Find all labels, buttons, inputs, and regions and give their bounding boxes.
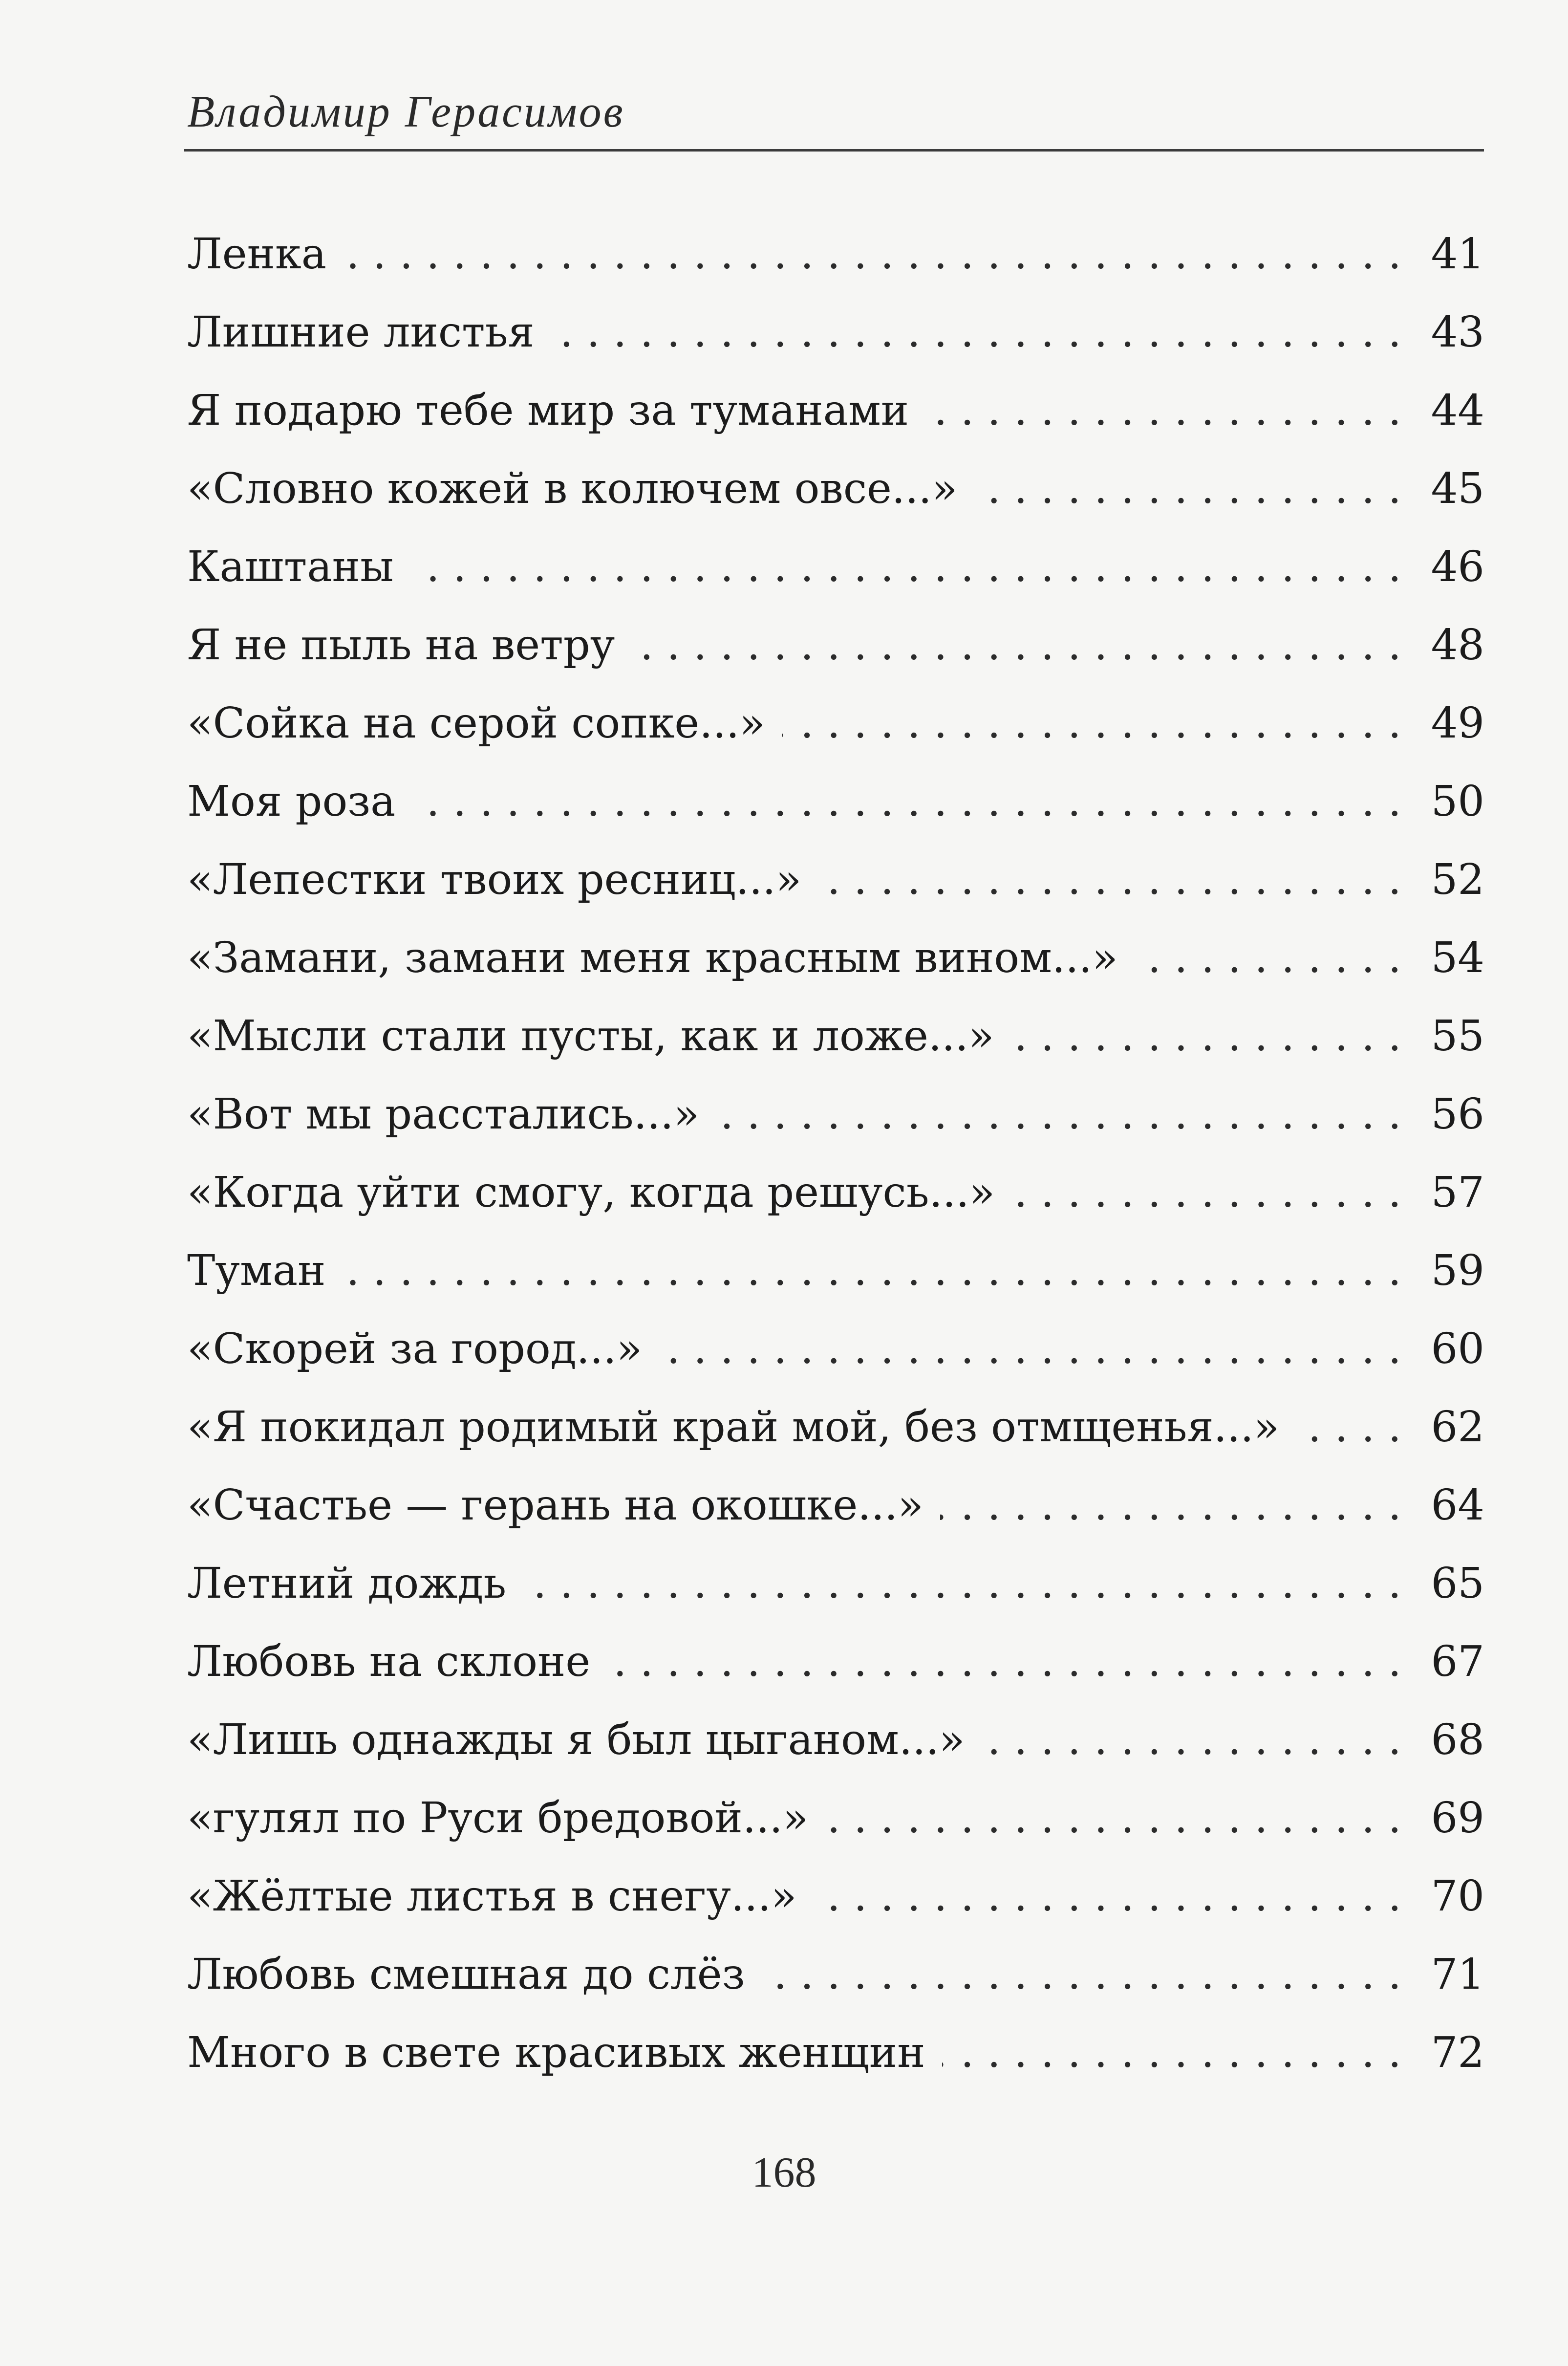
toc-entry-page: 60 [1431,1324,1484,1373]
toc-dot-leader [940,1481,1401,1530]
toc-entry-title: Туман [187,1246,326,1295]
toc-entry [187,1530,1484,1608]
toc-entry-page: 71 [1431,1950,1484,1999]
toc-entry [187,982,1484,1061]
header-rule [184,149,1484,152]
toc-entry-title: Лишние листья [187,308,535,357]
toc-entry-title: «Жёлтые листья в снегу...» [187,1872,797,1921]
toc-entry-title: Я подарю тебе мир за туманами [187,386,909,435]
toc-entry [187,1764,1484,1843]
running-head-author: Владимир Герасимов [187,87,625,136]
toc-entry [187,591,1484,670]
toc-entry-title: «Лишь однажды я был цыганом...» [187,1715,965,1764]
toc-entry-page: 69 [1431,1794,1484,1843]
toc-entry [187,1061,1484,1139]
toc-dot-leader [412,777,1401,826]
toc-entry-page: 62 [1431,1403,1484,1452]
toc-dot-leader [607,1637,1401,1686]
toc-dot-leader [814,1872,1401,1921]
toc-entry-page: 72 [1431,2028,1484,2077]
toc-entry [187,1921,1484,1999]
toc-entry-title: Летний дождь [187,1559,507,1608]
toc-entry [187,748,1484,826]
toc-entry [187,904,1484,982]
toc-entry-page: 48 [1431,621,1484,670]
toc-entry [187,1843,1484,1921]
toc-entry-title: «Замани, замани меня красным вином...» [187,933,1118,982]
toc-entry-page: 44 [1431,386,1484,435]
toc-entry-page: 46 [1431,543,1484,591]
toc-dot-leader [342,1246,1401,1295]
toc-entry-title: Я не пыль на ветру [187,621,615,670]
toc-dot-leader [1135,933,1401,982]
toc-entry [187,435,1484,513]
toc-entry [187,1452,1484,1530]
toc-entry-title: Ленка [187,230,327,279]
toc-entry-page: 64 [1431,1481,1484,1530]
toc-entry-page: 56 [1431,1090,1484,1139]
toc-dot-leader [762,1950,1401,1999]
toc-entry-title: «Вот мы расстались...» [187,1090,700,1139]
toc-entry [187,279,1484,357]
toc-entry-title: Моя роза [187,777,396,826]
toc-entry-page: 43 [1431,308,1484,357]
toc-entry [187,513,1484,591]
toc-entry-page: 50 [1431,777,1484,826]
toc-entry [187,670,1484,748]
toc-entry-page: 70 [1431,1872,1484,1921]
toc-dot-leader [825,1794,1401,1843]
toc-entry [187,200,1484,279]
toc-dot-leader [925,386,1401,435]
toc-entry-title: «Лепестки твоих ресниц...» [187,855,802,904]
toc-dot-leader [1010,1012,1401,1061]
toc-dot-leader [551,308,1401,357]
toc-entry-title: «Сойка на серой сопке...» [187,699,765,748]
toc-entry-title: «гулял по Руси бредовой...» [187,1794,809,1843]
toc-entry [187,357,1484,435]
toc-entry-title: «Словно кожей в колючем овсе...» [187,464,958,513]
toc-entry-title: Любовь смешная до слёз [187,1950,745,1999]
toc-entry-page: 59 [1431,1246,1484,1295]
toc-dot-leader [410,543,1401,591]
toc-entry-page: 65 [1431,1559,1484,1608]
toc-entry-page: 57 [1431,1168,1484,1217]
toc-dot-leader [818,855,1401,904]
toc-dot-leader [981,1715,1401,1764]
toc-entry-page: 67 [1431,1637,1484,1686]
toc-entry-title: «Скорей за город...» [187,1324,643,1373]
toc-entry [187,1139,1484,1217]
toc-dot-leader [716,1090,1401,1139]
toc-dot-leader [974,464,1401,513]
toc-entry [187,1999,1484,2077]
page-number: 168 [752,2149,816,2196]
toc-entry [187,826,1484,904]
toc-dot-leader [782,699,1401,748]
toc-entry-title: Любовь на склоне [187,1637,591,1686]
toc-entry-page: 68 [1431,1715,1484,1764]
toc-entry [187,1686,1484,1764]
toc-entry-title: «Мысли стали пусты, как и ложе...» [187,1012,994,1061]
toc-entry-title: Много в свете красивых женщин [187,2028,925,2077]
toc-entry-page: 41 [1431,230,1484,279]
toc-entry [187,1608,1484,1686]
toc-entry-title: Каштаны [187,543,394,591]
toc-entry-page: 54 [1431,933,1484,982]
toc-dot-leader [631,621,1401,670]
toc-entry-title: «Счастье — герань на окошке...» [187,1481,924,1530]
table-of-contents [187,200,1484,2077]
toc-entry-title: «Когда уйти смогу, когда решусь...» [187,1168,995,1217]
toc-entry [187,1373,1484,1452]
toc-dot-leader [343,230,1401,279]
toc-entry-page: 49 [1431,699,1484,748]
toc-entry-page: 55 [1431,1012,1484,1061]
toc-entry-page: 45 [1431,464,1484,513]
toc-dot-leader [942,2028,1401,2077]
toc-dot-leader [1296,1403,1401,1452]
toc-entry-title: «Я покидал родимый край мой, без отмщенья...» [187,1403,1280,1452]
toc-dot-leader [523,1559,1401,1608]
toc-dot-leader [1011,1168,1401,1217]
toc-entry [187,1295,1484,1373]
toc-entry-page: 52 [1431,855,1484,904]
toc-entry [187,1217,1484,1295]
toc-dot-leader [659,1324,1401,1373]
